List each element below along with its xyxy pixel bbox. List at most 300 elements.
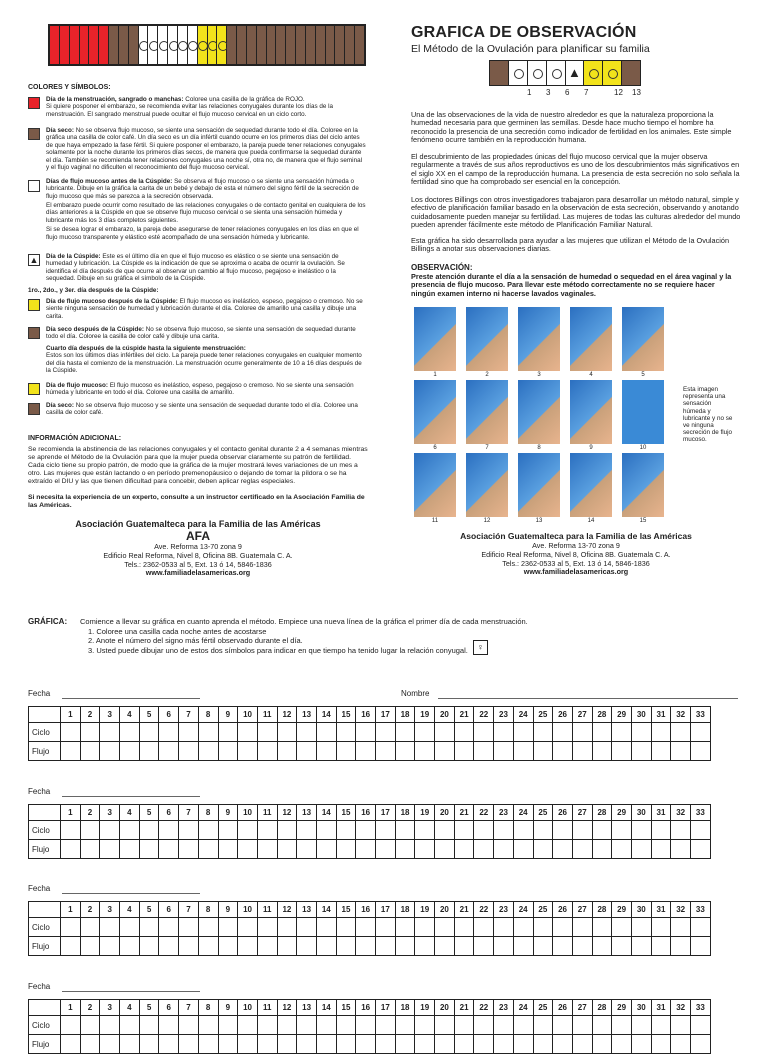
flujo-cell[interactable]: [238, 937, 258, 956]
flujo-cell[interactable]: [257, 937, 277, 956]
ciclo-cell[interactable]: [297, 1016, 317, 1035]
ciclo-cell[interactable]: [592, 918, 612, 937]
flujo-cell[interactable]: [179, 840, 199, 859]
flujo-cell[interactable]: [80, 937, 100, 956]
ciclo-cell[interactable]: [80, 723, 100, 742]
flujo-cell[interactable]: [631, 937, 651, 956]
day-number: 18: [395, 1000, 415, 1016]
flujo-cell[interactable]: [120, 937, 140, 956]
flujo-cell[interactable]: [336, 937, 356, 956]
ciclo-cell[interactable]: [612, 1016, 632, 1035]
flujo-cell[interactable]: [218, 742, 238, 761]
flujo-cell[interactable]: [651, 742, 671, 761]
ciclo-cell[interactable]: [553, 821, 573, 840]
ciclo-cell[interactable]: [120, 821, 140, 840]
ciclo-cell[interactable]: [80, 821, 100, 840]
flujo-cell[interactable]: [336, 840, 356, 859]
ciclo-cell[interactable]: [691, 1016, 711, 1035]
flujo-cell[interactable]: [454, 1035, 474, 1054]
ciclo-cell[interactable]: [612, 918, 632, 937]
flujo-cell[interactable]: [179, 937, 199, 956]
ciclo-cell[interactable]: [159, 918, 179, 937]
ciclo-cell[interactable]: [454, 821, 474, 840]
flujo-cell[interactable]: [572, 1035, 592, 1054]
fecha-input[interactable]: [62, 893, 200, 894]
flujo-cell[interactable]: [297, 742, 317, 761]
ciclo-cell[interactable]: [218, 821, 238, 840]
flujo-cell[interactable]: [612, 742, 632, 761]
flujo-cell[interactable]: [80, 1035, 100, 1054]
ciclo-cell[interactable]: [553, 918, 573, 937]
ciclo-cell[interactable]: [691, 918, 711, 937]
flujo-cell[interactable]: [100, 937, 120, 956]
flujo-cell[interactable]: [218, 937, 238, 956]
flujo-cell[interactable]: [474, 742, 494, 761]
flujo-cell[interactable]: [691, 742, 711, 761]
flujo-cell[interactable]: [159, 840, 179, 859]
ciclo-cell[interactable]: [651, 723, 671, 742]
ciclo-cell[interactable]: [533, 1016, 553, 1035]
ciclo-cell[interactable]: [238, 723, 258, 742]
flujo-cell[interactable]: [612, 840, 632, 859]
flujo-cell[interactable]: [435, 840, 455, 859]
ciclo-cell[interactable]: [336, 821, 356, 840]
ciclo-cell[interactable]: [631, 821, 651, 840]
ciclo-cell[interactable]: [356, 821, 376, 840]
flujo-cell[interactable]: [218, 1035, 238, 1054]
flujo-cell[interactable]: [238, 840, 258, 859]
flujo-cell[interactable]: [691, 1035, 711, 1054]
ciclo-cell[interactable]: [159, 821, 179, 840]
flujo-cell[interactable]: [415, 937, 435, 956]
ciclo-cell[interactable]: [179, 1016, 199, 1035]
ciclo-cell[interactable]: [691, 723, 711, 742]
ciclo-cell[interactable]: [494, 918, 514, 937]
flujo-cell[interactable]: [376, 742, 396, 761]
flujo-cell[interactable]: [572, 742, 592, 761]
ciclo-cell[interactable]: [572, 821, 592, 840]
flujo-cell[interactable]: [257, 1035, 277, 1054]
ciclo-cell[interactable]: [218, 918, 238, 937]
ciclo-cell[interactable]: [336, 723, 356, 742]
ciclo-cell[interactable]: [316, 723, 336, 742]
example-number: 13: [632, 88, 641, 97]
flujo-cell[interactable]: [356, 742, 376, 761]
photo-number: 10: [639, 445, 647, 451]
flujo-cell[interactable]: [494, 742, 514, 761]
flujo-cell[interactable]: [218, 840, 238, 859]
ciclo-cell[interactable]: [316, 1016, 336, 1035]
ciclo-cell[interactable]: [277, 723, 297, 742]
flujo-cell[interactable]: [671, 742, 691, 761]
ciclo-cell[interactable]: [139, 723, 159, 742]
flujo-cell[interactable]: [100, 742, 120, 761]
ciclo-cell[interactable]: [572, 918, 592, 937]
grafica-label: GRÁFICA:: [28, 617, 68, 626]
flujo-cell[interactable]: [277, 840, 297, 859]
flujo-cell[interactable]: [139, 937, 159, 956]
ciclo-cell[interactable]: [513, 918, 533, 937]
ciclo-cell[interactable]: [356, 918, 376, 937]
flujo-cell[interactable]: [61, 1035, 81, 1054]
ciclo-cell[interactable]: [120, 918, 140, 937]
flujo-cell[interactable]: [415, 1035, 435, 1054]
day-number: 33: [691, 902, 711, 918]
flujo-cell[interactable]: [572, 840, 592, 859]
ciclo-cell[interactable]: [277, 821, 297, 840]
strip-cell: [168, 26, 178, 64]
ciclo-cell[interactable]: [592, 723, 612, 742]
ciclo-cell[interactable]: [61, 918, 81, 937]
ciclo-cell[interactable]: [494, 1016, 514, 1035]
color-item-10: Día seco: No se observa flujo mucoso y se siente una sensación de sequedad durante todo el día. Coloree una casilla de color café.: [46, 402, 358, 417]
example-cell: [603, 61, 622, 85]
flujo-cell[interactable]: [395, 742, 415, 761]
flujo-cell[interactable]: [316, 937, 336, 956]
ciclo-cell[interactable]: [179, 918, 199, 937]
flujo-cell[interactable]: [395, 1035, 415, 1054]
ciclo-cell[interactable]: [592, 821, 612, 840]
color-item-2: Día seco: No se observa flujo mucoso, se siente una sensación de sequedad durante todo el día. Coloree en la gráfica una casilla de color café. Un día seco es un día infértil cuando ocurre en los primeros días del ciclo antes de que haya empezado la fase fértil. Si quiere posponer el embarazo, la pareja puede tener relaciones conyugales solamente por la noche durante los primeros días secos, de manera que pueda confirmarse la sequedad durante el día. También se recomienda tener relaciones conyugales una noche sí, otra no, de manera que el flujo seminal y el flujo vaginal no dificulten el reconocimiento del flujo mucoso cervical.: [46, 127, 366, 172]
ciclo-cell[interactable]: [395, 821, 415, 840]
flujo-cell[interactable]: [592, 1035, 612, 1054]
flujo-cell[interactable]: [356, 840, 376, 859]
flujo-cell[interactable]: [435, 1035, 455, 1054]
ciclo-cell[interactable]: [61, 723, 81, 742]
ciclo-cell[interactable]: [198, 918, 218, 937]
ciclo-cell[interactable]: [257, 821, 277, 840]
ciclo-cell[interactable]: [494, 723, 514, 742]
flujo-cell[interactable]: [297, 937, 317, 956]
flujo-cell[interactable]: [336, 1035, 356, 1054]
flujo-cell[interactable]: [159, 1035, 179, 1054]
flujo-cell[interactable]: [238, 1035, 258, 1054]
photo-number: 6: [433, 445, 437, 451]
ciclo-cell[interactable]: [238, 821, 258, 840]
flujo-cell[interactable]: [376, 840, 396, 859]
flujo-cell[interactable]: [297, 840, 317, 859]
flujo-cell[interactable]: [513, 1035, 533, 1054]
flujo-cell[interactable]: [179, 1035, 199, 1054]
ciclo-cell[interactable]: [553, 723, 573, 742]
flujo-cell[interactable]: [179, 742, 199, 761]
ciclo-cell[interactable]: [572, 1016, 592, 1035]
flujo-cell[interactable]: [474, 1035, 494, 1054]
ciclo-cell[interactable]: [612, 821, 632, 840]
flujo-cell[interactable]: [100, 840, 120, 859]
ciclo-cell[interactable]: [513, 821, 533, 840]
flujo-cell[interactable]: [257, 742, 277, 761]
ciclo-cell[interactable]: [198, 1016, 218, 1035]
example-cell: [547, 61, 566, 85]
flujo-cell[interactable]: [631, 1035, 651, 1054]
ciclo-cell[interactable]: [100, 723, 120, 742]
ciclo-cell[interactable]: [435, 918, 455, 937]
ciclo-cell[interactable]: [513, 1016, 533, 1035]
flujo-cell[interactable]: [533, 1035, 553, 1054]
flujo-cell[interactable]: [80, 742, 100, 761]
flujo-cell[interactable]: [277, 742, 297, 761]
ciclo-cell[interactable]: [238, 918, 258, 937]
fecha-input[interactable]: [62, 991, 200, 992]
flujo-cell[interactable]: [198, 840, 218, 859]
flujo-cell[interactable]: [159, 937, 179, 956]
flujo-cell[interactable]: [494, 937, 514, 956]
ciclo-cell[interactable]: [631, 918, 651, 937]
flujo-cell[interactable]: [454, 742, 474, 761]
day-number: 30: [631, 707, 651, 723]
ciclo-cell[interactable]: [336, 918, 356, 937]
ciclo-cell[interactable]: [356, 723, 376, 742]
flujo-cell[interactable]: [474, 840, 494, 859]
flujo-cell[interactable]: [61, 742, 81, 761]
ciclo-cell[interactable]: [651, 918, 671, 937]
ciclo-cell[interactable]: [691, 821, 711, 840]
ciclo-cell[interactable]: [80, 918, 100, 937]
ciclo-cell[interactable]: [454, 918, 474, 937]
flujo-cell[interactable]: [592, 840, 612, 859]
ciclo-cell[interactable]: [316, 821, 336, 840]
flujo-cell[interactable]: [592, 937, 612, 956]
ciclo-cell[interactable]: [277, 1016, 297, 1035]
ciclo-cell[interactable]: [671, 821, 691, 840]
ciclo-cell[interactable]: [631, 1016, 651, 1035]
flujo-cell[interactable]: [238, 742, 258, 761]
ciclo-cell[interactable]: [139, 821, 159, 840]
flujo-cell[interactable]: [316, 840, 336, 859]
day-number: 1: [61, 707, 81, 723]
flujo-cell[interactable]: [139, 742, 159, 761]
flujo-cell[interactable]: [454, 937, 474, 956]
flujo-cell[interactable]: [553, 1035, 573, 1054]
ciclo-cell[interactable]: [139, 918, 159, 937]
ciclo-cell[interactable]: [415, 821, 435, 840]
flujo-cell[interactable]: [671, 937, 691, 956]
color-item-8: Cuarto día después de la cúspide hasta la siguiente menstruación: Estos son los últimos días infértiles del ciclo. La pareja puede tener relaciones conyugales en cualquier momento del día hasta el comienzo de la menstruación. La menstruación ocurre generalmente de 10 a 16 días después de la Cúspide.: [46, 345, 362, 375]
fecha-input[interactable]: [62, 698, 200, 699]
ciclo-cell[interactable]: [257, 1016, 277, 1035]
ciclo-cell[interactable]: [671, 723, 691, 742]
flujo-cell[interactable]: [415, 742, 435, 761]
flujo-cell[interactable]: [651, 937, 671, 956]
ciclo-cell[interactable]: [257, 723, 277, 742]
ciclo-cell[interactable]: [435, 1016, 455, 1035]
ciclo-cell[interactable]: [159, 1016, 179, 1035]
ciclo-cell[interactable]: [316, 918, 336, 937]
ciclo-cell[interactable]: [454, 723, 474, 742]
ciclo-cell[interactable]: [395, 1016, 415, 1035]
flujo-cell[interactable]: [454, 840, 474, 859]
ciclo-cell[interactable]: [198, 821, 218, 840]
ciclo-cell[interactable]: [356, 1016, 376, 1035]
intro-paragraph-3: Los doctores Billings con otros investigadores trabajaron para desarrollar un método natural, simple y efectivo de planificación familiar basado en la observación de esta secreción, observando y anotando cuidadosamente pueden manejar su fertilidad. Las mujeres de todas las culturas alrededor del mundo pueden aprender fácilmente este método de Planificación Familiar Natural.: [411, 195, 741, 229]
flujo-cell[interactable]: [198, 742, 218, 761]
flujo-cell[interactable]: [100, 1035, 120, 1054]
strip-cell: [119, 26, 129, 64]
flujo-cell[interactable]: [120, 742, 140, 761]
ciclo-cell[interactable]: [474, 821, 494, 840]
flujo-cell[interactable]: [277, 937, 297, 956]
flujo-cell[interactable]: [61, 840, 81, 859]
ciclo-cell[interactable]: [376, 1016, 396, 1035]
flujo-cell[interactable]: [277, 1035, 297, 1054]
ciclo-cell[interactable]: [454, 1016, 474, 1035]
day-number: 20: [435, 902, 455, 918]
flujo-cell[interactable]: [139, 840, 159, 859]
page-title: GRAFICA DE OBSERVACIÓN: [411, 24, 637, 41]
flujo-cell[interactable]: [356, 1035, 376, 1054]
flujo-cell[interactable]: [198, 1035, 218, 1054]
flujo-cell[interactable]: [435, 937, 455, 956]
flujo-cell[interactable]: [553, 840, 573, 859]
ciclo-cell[interactable]: [553, 1016, 573, 1035]
ciclo-cell[interactable]: [671, 918, 691, 937]
ciclo-cell[interactable]: [80, 1016, 100, 1035]
ciclo-cell[interactable]: [415, 1016, 435, 1035]
ciclo-cell[interactable]: [533, 723, 553, 742]
flujo-label: Flujo: [29, 840, 61, 859]
ciclo-cell[interactable]: [474, 723, 494, 742]
ciclo-cell[interactable]: [651, 1016, 671, 1035]
flujo-cell[interactable]: [474, 937, 494, 956]
ciclo-cell[interactable]: [277, 918, 297, 937]
flujo-cell[interactable]: [316, 742, 336, 761]
flujo-cell[interactable]: [553, 742, 573, 761]
flujo-cell[interactable]: [612, 937, 632, 956]
flujo-cell[interactable]: [651, 1035, 671, 1054]
ciclo-cell[interactable]: [61, 821, 81, 840]
ciclo-cell[interactable]: [159, 723, 179, 742]
flujo-cell[interactable]: [356, 937, 376, 956]
flujo-cell[interactable]: [159, 742, 179, 761]
ciclo-cell[interactable]: [100, 821, 120, 840]
color-item-4: Día de la Cúspide: Este es el último día en que el flujo mucoso es elástico o se siente una sensación de humedad y lubricación. La Cúspide es la indicación de que se aproxima o acaba de ocurrir la ovulación. Se identifica el día después de que ocurre al observar un cambio al flujo mucoso, pegajoso e inelástico o la sequedad. Dibuje en su gráfica el símbolo de la Cúspide.: [46, 253, 345, 283]
day-number: 17: [376, 707, 396, 723]
ciclo-cell[interactable]: [297, 821, 317, 840]
day-number: 4: [120, 707, 140, 723]
day-number: 13: [297, 805, 317, 821]
flujo-cell[interactable]: [671, 840, 691, 859]
flujo-cell[interactable]: [61, 937, 81, 956]
ciclo-cell[interactable]: [297, 918, 317, 937]
flujo-cell[interactable]: [533, 840, 553, 859]
ciclo-cell[interactable]: [651, 821, 671, 840]
ciclo-cell[interactable]: [179, 821, 199, 840]
day-number: 7: [179, 1000, 199, 1016]
ciclo-cell[interactable]: [376, 821, 396, 840]
ciclo-cell[interactable]: [257, 918, 277, 937]
ciclo-cell[interactable]: [376, 723, 396, 742]
ciclo-cell[interactable]: [120, 723, 140, 742]
ciclo-cell[interactable]: [671, 1016, 691, 1035]
ciclo-cell[interactable]: [435, 821, 455, 840]
flujo-cell[interactable]: [316, 1035, 336, 1054]
day-number: 32: [671, 902, 691, 918]
day-number: 16: [356, 707, 376, 723]
flujo-cell[interactable]: [651, 840, 671, 859]
flujo-cell[interactable]: [257, 840, 277, 859]
ciclo-cell[interactable]: [494, 821, 514, 840]
ciclo-cell[interactable]: [100, 1016, 120, 1035]
ciclo-cell[interactable]: [533, 821, 553, 840]
intercourse-symbol-icon: ♀: [473, 640, 488, 655]
flujo-cell[interactable]: [395, 840, 415, 859]
photo-number: 9: [589, 445, 593, 451]
flujo-cell[interactable]: [513, 840, 533, 859]
flujo-cell[interactable]: [297, 1035, 317, 1054]
strip-cell: [247, 26, 257, 64]
flujo-cell[interactable]: [691, 937, 711, 956]
ciclo-cell[interactable]: [218, 723, 238, 742]
ciclo-cell[interactable]: [218, 1016, 238, 1035]
flujo-cell[interactable]: [533, 937, 553, 956]
ciclo-cell[interactable]: [612, 723, 632, 742]
flujo-cell[interactable]: [395, 937, 415, 956]
flujo-cell[interactable]: [376, 1035, 396, 1054]
ciclo-cell[interactable]: [513, 723, 533, 742]
flujo-cell[interactable]: [553, 937, 573, 956]
fecha-input[interactable]: [62, 796, 200, 797]
observation-text: Preste atención durante el día a la sensación de humedad o sequedad en el área vaginal y la presencia de flujo mucoso. Para llevar este método correctamente no se requiere hacer ningún examen interno ni hacerse lavados vaginales.: [411, 272, 732, 298]
ciclo-cell[interactable]: [533, 918, 553, 937]
flujo-cell[interactable]: [494, 840, 514, 859]
ciclo-cell[interactable]: [376, 918, 396, 937]
ciclo-cell[interactable]: [631, 723, 651, 742]
flujo-cell[interactable]: [80, 840, 100, 859]
ciclo-cell[interactable]: [415, 918, 435, 937]
flujo-cell[interactable]: [572, 937, 592, 956]
ciclo-cell[interactable]: [61, 1016, 81, 1035]
flujo-cell[interactable]: [494, 1035, 514, 1054]
ciclo-cell[interactable]: [198, 723, 218, 742]
flujo-cell[interactable]: [336, 742, 356, 761]
flujo-cell[interactable]: [612, 1035, 632, 1054]
flujo-cell[interactable]: [592, 742, 612, 761]
flujo-cell[interactable]: [631, 840, 651, 859]
ciclo-cell[interactable]: [395, 918, 415, 937]
flujo-cell[interactable]: [671, 1035, 691, 1054]
flujo-cell[interactable]: [120, 840, 140, 859]
flujo-cell[interactable]: [435, 742, 455, 761]
ciclo-cell[interactable]: [395, 723, 415, 742]
ciclo-cell[interactable]: [336, 1016, 356, 1035]
ciclo-cell[interactable]: [120, 1016, 140, 1035]
ciclo-cell[interactable]: [297, 723, 317, 742]
ciclo-cell[interactable]: [592, 1016, 612, 1035]
nombre-input[interactable]: [438, 698, 738, 699]
ciclo-cell[interactable]: [179, 723, 199, 742]
flujo-cell[interactable]: [120, 1035, 140, 1054]
flujo-cell[interactable]: [533, 742, 553, 761]
flujo-cell[interactable]: [139, 1035, 159, 1054]
flujo-cell[interactable]: [376, 937, 396, 956]
ciclo-cell[interactable]: [139, 1016, 159, 1035]
ciclo-cell[interactable]: [474, 1016, 494, 1035]
flujo-cell[interactable]: [691, 840, 711, 859]
ciclo-cell[interactable]: [474, 918, 494, 937]
ciclo-cell[interactable]: [238, 1016, 258, 1035]
flujo-cell[interactable]: [631, 742, 651, 761]
flujo-cell[interactable]: [513, 742, 533, 761]
cycle-table: [28, 706, 711, 761]
ciclo-cell[interactable]: [572, 723, 592, 742]
ciclo-cell[interactable]: [100, 918, 120, 937]
flujo-cell[interactable]: [513, 937, 533, 956]
ciclo-cell[interactable]: [415, 723, 435, 742]
flujo-cell[interactable]: [415, 840, 435, 859]
flujo-cell[interactable]: [198, 937, 218, 956]
ciclo-cell[interactable]: [435, 723, 455, 742]
